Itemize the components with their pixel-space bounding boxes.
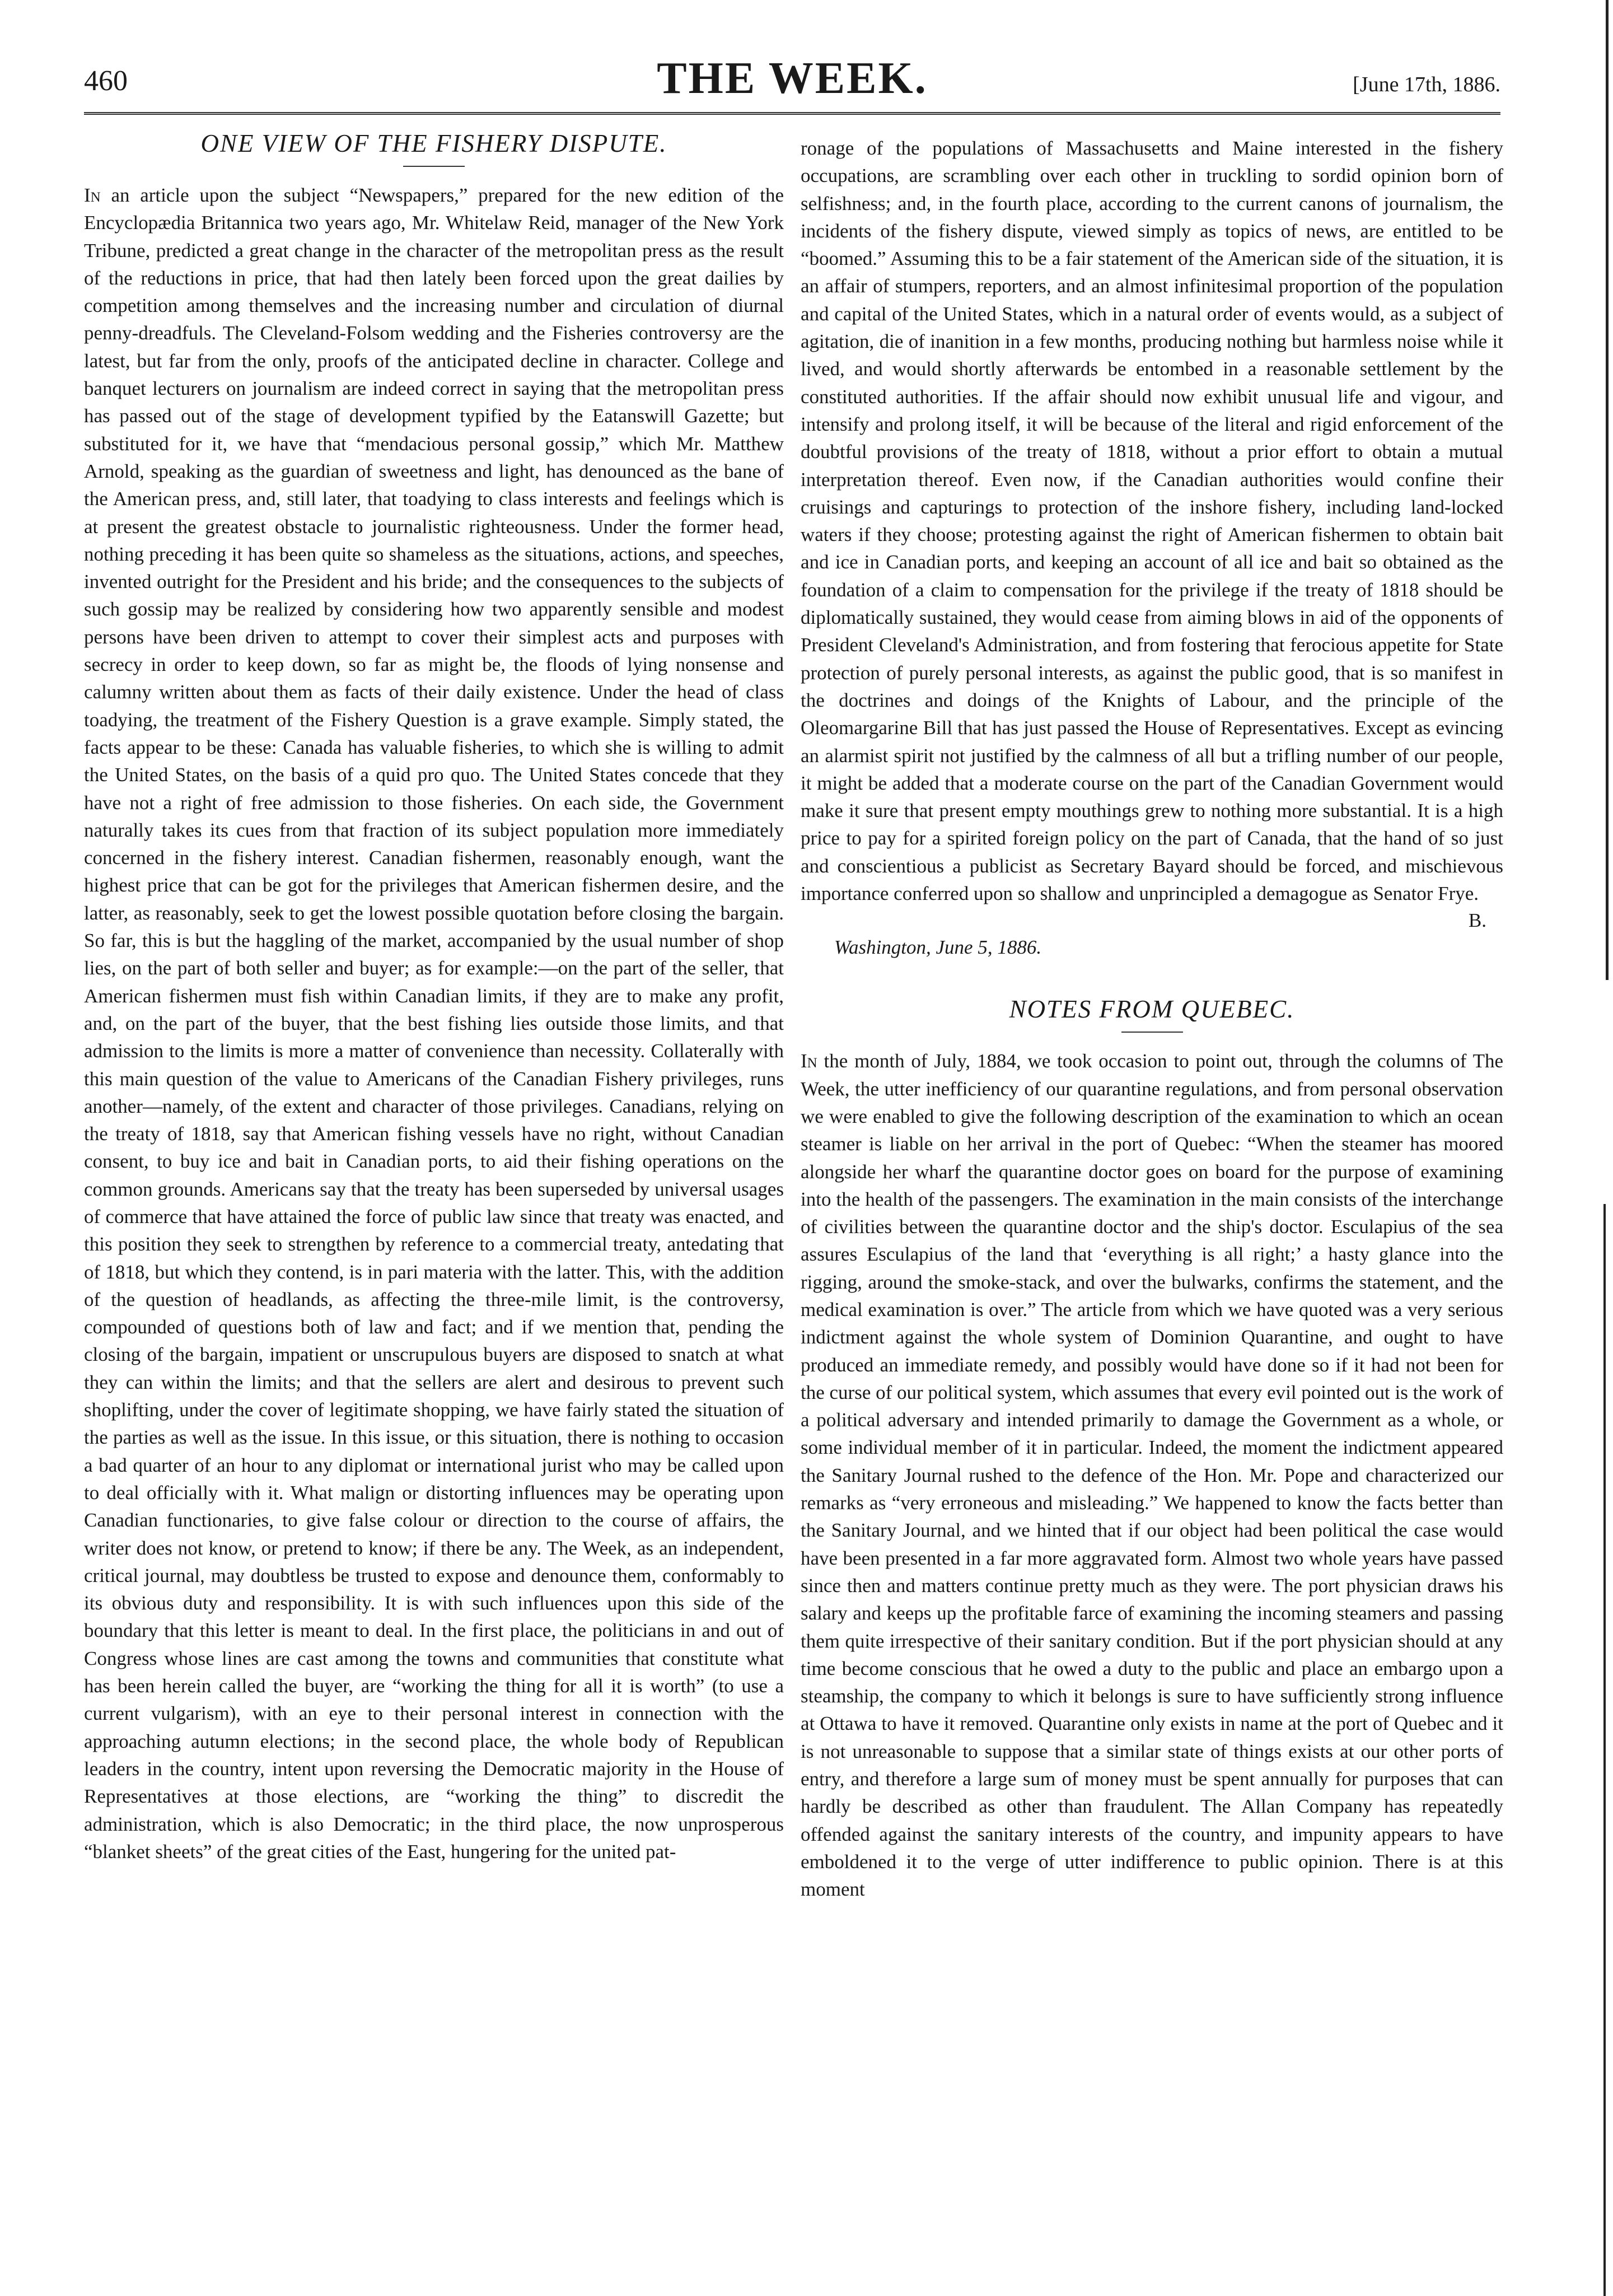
drop-word: In <box>84 184 101 206</box>
drop-word: In <box>801 1050 817 1072</box>
article-body-text: the month of July, 1884, we took occasion to point out, through the columns of The Week, the utter inefficiency of our quarantine regulations, and from personal observation we were enabled to give the following description of the examination to which an ocean steamer is liable on her arrival in the port of Quebec: “When the steamer has moored alongside her wharf the quarantine doctor goes on board for the purpose of examining into the health of the passengers. The examination in the main consists of the interchange of civilities between the quarantine doctor and the ship's doctor. Esculapius of the sea assures Esculapius of the land that ‘everything is all right;’ a hasty glance into the rigging, around the smoke-stack, and over the bulwarks, confirms the statement, and the medical examination is over.” The article from which we have quoted was a very serious indictment against the whole system of Dominion Quarantine, and ought to have produced an immediate remedy, and possibly would have done so if it had not been for the curse of our political system, which assumes that every evil pointed out is the work of a political adversary and intended primarily to damage the Government as a whole, or some individual member of it in particular. Indeed, the moment the indictment appeared the Sanitary Journal rushed to the defence of the Hon. Mr. Pope and characterized our remarks as “very erroneous and misleading.” We happened to know the facts better than the Sanitary Journal, and we hinted that if our object had been political the case would have been presented in a far more aggravated form. Almost two whole years have passed since then and matters continue pretty much as they were. The port physician draws his salary and keeps up the profitable farce of examining the incoming steamers and passing them quite irrespective of their sanitary condition. But if the port physician should at any time become conscious that he owed a duty to the public and place an embargo upon a steamship, the company to which it belongs is sure to have sufficiently strong influence at Ottawa to have it removed. Quarantine only exists in name at the port of Quebec and it is not unreasonable to suppose that a similar state of things exists at our other ports of entry, and therefore a large sum of money must be spent annually for purposes that can hardly be described as other than fraudulent. The Allan Company has repeatedly offended against the sanitary interests of the country, and impunity appears to have emboldened it to the verge of utter indifference to public opinion. There is at this moment <box>801 1050 1504 1901</box>
article-title-fishery: ONE VIEW OF THE FISHERY DISPUTE. <box>200 129 667 157</box>
title-rule <box>1121 1032 1183 1033</box>
issue-date: [June 17th, 1886. <box>1353 73 1500 96</box>
right-column <box>801 134 1503 1903</box>
binding-mark <box>1606 0 1609 980</box>
article-dateline: Washington, June 5, 1886. <box>834 936 1042 959</box>
author-signature: B. <box>1468 909 1486 932</box>
left-column <box>84 129 784 1865</box>
binding-mark <box>1603 1204 1606 2296</box>
title-rule <box>403 166 465 167</box>
article-body-fishery <box>84 181 784 1865</box>
masthead: THE WEEK. <box>657 54 928 103</box>
page-number: 460 <box>84 65 128 97</box>
article-quebec <box>801 995 1503 1903</box>
article-body-quebec <box>801 1047 1503 1903</box>
header-rule <box>84 112 1500 115</box>
article-continuation-fishery: ronage of the populations of Massachusetts and Maine interested in the fishery occupations, are scrambling over each other in truckling to sordid opinion born of selfishness; and, in the fourth place, according to the current canons of journalism, the incidents of the fishery dispute, viewed simply as topics of news, are entitled to be “boomed.” Assuming this to be a fair statement of the American side of the situation, it is an affair of stumpers, reporters, and an almost infinitesimal proportion of the population and capital of the United States, which in a natural order of events would, as a subject of agitation, die of inanition in a few months, producing nothing but harmless noise while it lived, and would shortly afterwards be entombed in a reasonable settlement by the constituted authorities. If the affair should now exhibit unusual life and vigour, and intensify and prolong itself, it will be because of the literal and rigid enforcement of the doubtful provisions of the treaty of 1818, without a prior effort to obtain a mutual interpretation thereof. Even now, if the Canadian authorities would confine their cruisings and capturings to protection of the inshore fishery, including land-locked waters if they choose; protesting against the right of American fishermen to obtain bait and ice in Canadian ports, and keeping an account of all ice and bait so obtained as the foundation of a claim to compensation for the privilege if the treaty of 1818 should be diplomatically sustained, they would cease from aiming blows in aid of the opponents of President Cleveland's Administration, and from fostering that ferocious appetite for State protection of purely personal interests, as against the public good, that is so manifest in the doctrines and doings of the Knights of Labour, and the principle of the Oleomargarine Bill that has just passed the House of Representatives. Except as evincing an alarmist spirit not justified by the calmness of all but a trifling number of our people, it might be added that a moderate course on the part of the Canadian Government would make it sure that present empty mouthings grew to nothing more substantial. It is a high price to pay for a spirited foreign policy on the part of Canada, that the hand of so just and conscientious a publicist as Secretary Bayard should be forced, and mischievous importance conferred upon so shallow and unprincipled a demagogue as Senator Frye. <box>801 137 1503 905</box>
article-title-quebec: NOTES FROM QUEBEC. <box>1009 995 1295 1024</box>
article-body-text: an article upon the subject “Newspapers,” prepared for the new edition of the Encyclopædia Britannica two years ago, Mr. Whitelaw Reid, manager of the New York Tribune, predicted a great change in the character of the metropolitan press as the result of the reductions in price, that had then lately been forced upon the great dailies by competition among themselves and the increasing number and circulation of diurnal penny-dreadfuls. The Cleveland-Folsom wedding and the Fisheries controversy are the latest, but far from the only, proofs of the anticipated decline in character. College and banquet lecturers on journalism are indeed correct in saying that the metropolitan press has passed out of the stage of development typified by the Eatanswill Gazette; but substituted for it, we have that “mendacious personal gossip,” which Mr. Matthew Arnold, speaking as the guardian of sweetness and light, has denounced as the bane of the American press, and, still later, that toadying to class interests and feelings which is at present the greatest obstacle to journalistic righteousness. Under the former head, nothing preceding it has been quite so shameless as the situations, actions, and speeches, invented outright for the President and his bride; and the consequences to the subjects of such gossip may be realized by considering how two apparently sensible and modest persons have been driven to attempt to cover their simplest acts and purposes with secrecy in order to keep down, so far as might be, the floods of lying nonsense and calumny written about them as facts of their daily existence. Under the head of class toadying, the treatment of the Fishery Question is a grave example. Simply stated, the facts appear to be these: Canada has valuable fisheries, to which she is willing to admit the United States, on the basis of a quid pro quo. The United States concede that they have not a right of free admission to those fisheries. On each side, the Government naturally takes its cues from that fraction of its subject population more immediately concerned in the fishery interest. Canadian fishermen, reasonably enough, want the highest price that can be got for the privileges that American fishermen desire, and the latter, as reasonably, seek to get the lowest possible quotation before closing the bargain. So far, this is but the haggling of the market, accompanied by the usual number of shop lies, on the part of both seller and buyer; as for example:—on the part of the seller, that American fishermen must fish within Canadian limits, if they are to make any profit, and, on the part of the buyer, that the best fishing lies outside those limits, and that admission to the limits is more a matter of convenience than necessity. Collaterally with this main question of the value to Americans of the Canadian Fishery privileges, runs another—namely, of the extent and character of those privileges. Canadians, relying on the treaty of 1818, say that American fishing vessels have no right, without Canadian consent, to buy ice and bait in Canadian ports, to aid their fishing operations on the common grounds. Americans say that the treaty has been superseded by universal usages of commerce that have attained the force of public law since that treaty was enacted, and this position they seek to strengthen by reference to a commercial treaty, antedating that of 1818, but which they contend, is in pari materia with the latter. This, with the addition of the question of headlands, as affecting the three-mile limit, is the controversy, compounded of questions both of law and fact; and if we mention that, pending the closing of the bargain, impatient or unscrupulous buyers are disposed to snatch at what they can within the limits; and that the sellers are alert and desirous to prevent such shoplifting, under the cover of legitimate shopping, we have fairly stated the situation of the parties as well as the issue. In this issue, or this situation, there is nothing to occasion a bad quarter of an hour to any diplomat or international jurist who may be called upon to deal officially with it. What malign or distorting influences may be operating upon Canadian functionaries, to give false colour or direction to the course of affairs, the writer does not know, or pretend to know; if there be any. The Week, as an independent, critical journal, may doubtless be trusted to expose and denounce them, conformably to its obvious duty and responsibility. It is with such influences upon this side of the boundary that this letter is meant to deal. In the first place, the politicians in and out of Congress whose lines are cast among the towns and communities that constitute what has been herein called the buyer, are “working the thing for all it is worth” (to use a current vulgarism), with an eye to their personal interest in connection with the approaching autumn elections; in the second place, the whole body of Republican leaders in the country, intent upon reversing the Democratic majority in the House of Representatives at those elections, are “working the thing” to discredit the administration, which is also Democratic; in the third place, the now unprosperous “blanket sheets” of the great cities of the East, hungering for the united pat- <box>84 184 784 1863</box>
page-header <box>84 53 1500 115</box>
